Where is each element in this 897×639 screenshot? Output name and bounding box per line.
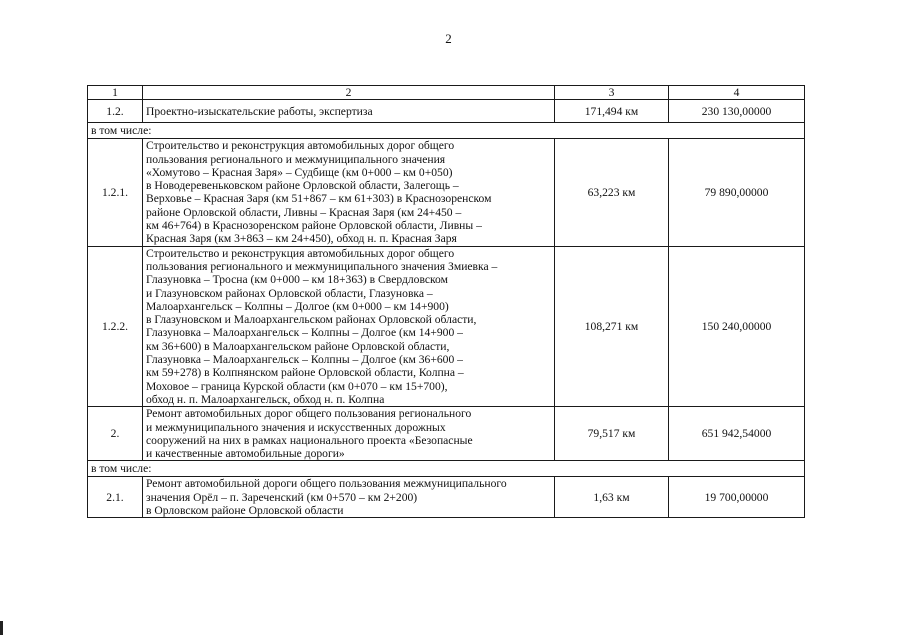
cost-cell: 651 942,54000 [669,407,805,461]
row-number-cell: 2.1. [88,477,143,518]
description-line: пользования регионального и межмуниципального значения [146,152,446,166]
description-line: Глазуновка – Малоархангельск – Колпны – Долгое (км 36+600 – [146,353,463,367]
cost-cell: 230 130,00000 [669,100,805,123]
row-number-cell: 1.2. [88,100,143,123]
table-body [88,86,805,518]
description-line: сооружений на них в рамках национального проекта «Безопасные [146,433,473,447]
table-row [88,407,805,461]
work-description-cell [143,246,555,407]
description-line: Глазуновка – Тросна (км 0+000 – км 18+363) в Свердловском [146,273,448,287]
length-cell: 1,63 км [555,477,669,518]
header-cell-2: 2 [143,86,555,100]
description-line: и межмуниципального значения и искусственных дорожных [146,420,446,434]
length-cell: 63,223 км [555,139,669,246]
header-cell-1: 1 [88,86,143,100]
description-line: «Хомутово – Красная Заря» – Судбище (км 0+000 – км 0+050) [146,165,453,179]
table-header-row [88,86,805,100]
work-description-cell [143,139,555,246]
table-row [88,100,805,123]
description-line: Строительство и реконструкция автомобильных дорог общего [146,246,455,260]
table-row [88,139,805,246]
description-line: Глазуновка – Малоархангельск – Колпны – Долгое (км 14+900 – [146,326,463,340]
description-line: и Глазуновском районах Орловской области, Глазуновка – [146,286,433,300]
description-line: пользования регионального и межмуниципального значения Змиевка – [146,259,498,273]
description-line: Верховье – Красная Заря (км 51+867 – км 61+303) в Краснозоренском [146,192,492,206]
length-cell: 108,271 км [555,246,669,407]
cost-cell: 79 890,00000 [669,139,805,246]
row-number-cell: 1.2.2. [88,246,143,407]
subheader-cell: в том числе: [88,461,805,477]
work-program-table [87,85,805,518]
header-cell-3: 3 [555,86,669,100]
description-line: значения Орёл – п. Зареченский (км 0+570 – км 2+200) [146,490,418,504]
description-line: в Новодеревеньковском районе Орловской области, Залегощь – [146,179,459,193]
description-line: Моховое – граница Курской области (км 0+070 – км 15+700), [146,379,448,393]
description-line: в Глазуновском и Малоархангельском районах Орловской области, [146,313,477,327]
cost-cell: 19 700,00000 [669,477,805,518]
header-cell-4: 4 [669,86,805,100]
row-number-cell: 2. [88,407,143,461]
work-description-cell [143,407,555,461]
description-line: Ремонт автомобильных дорог общего пользования регионального [146,407,472,421]
row-number-cell: 1.2.1. [88,139,143,246]
description-line: и качественные автомобильные дороги» [146,447,345,461]
description-line: Ремонт автомобильной дороги общего пользования межмуниципального [146,477,507,491]
table-row [88,477,805,518]
description-line: Строительство и реконструкция автомобильных дорог общего [146,139,455,153]
work-description-cell: Проектно-изыскательские работы, экспертиза [143,100,555,123]
length-cell: 79,517 км [555,407,669,461]
description-line: Красная Заря (км 3+863 – км 24+450), обход н. п. Красная Заря [146,232,457,246]
description-line: км 46+764) в Краснозоренском районе Орловской области, Ливны – [146,219,482,233]
length-cell: 171,494 км [555,100,669,123]
scan-margin-mark [0,621,3,635]
subheader-cell: в том числе: [88,123,805,139]
subheader-row [88,123,805,139]
description-line: км 59+278) в Колпнянском районе Орловской области, Колпна – [146,366,464,380]
description-line: км 36+600) в Малоархангельском районе Орловской области, [146,339,450,353]
cost-cell: 150 240,00000 [669,246,805,407]
description-line: районе Орловской области, Ливны – Красная Заря (км 24+450 – [146,205,462,219]
work-description-cell [143,477,555,518]
page-number: 2 [445,31,452,46]
description-line: Малоархангельск – Колпны – Долгое (км 0+000 – км 14+900) [146,299,449,313]
table-row [88,246,805,407]
description-line: обход н. п. Малоархангельск, обход н. п. Колпна [146,392,385,406]
subheader-row [88,461,805,477]
description-line: в Орловском районе Орловской области [146,504,344,518]
